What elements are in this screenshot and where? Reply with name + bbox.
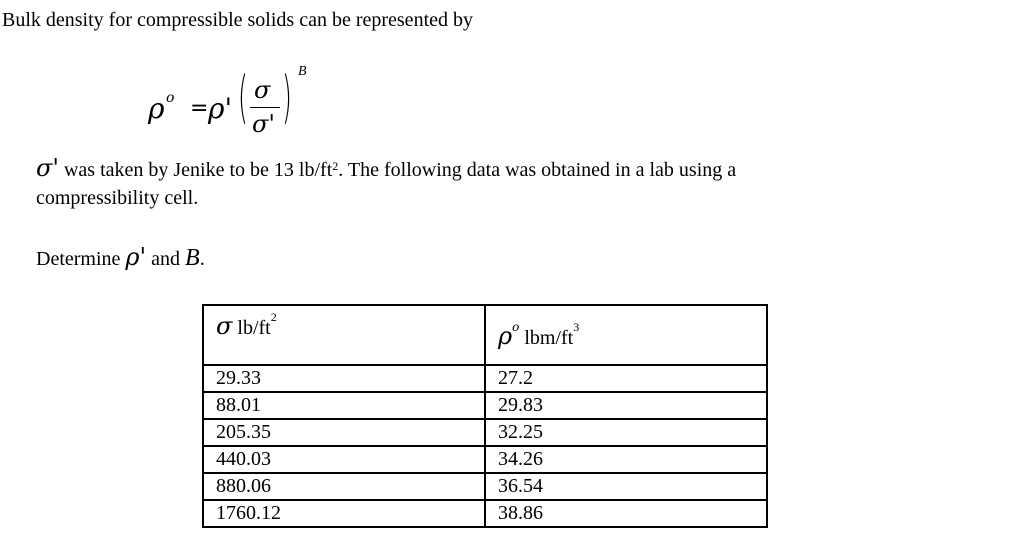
cell-sigma: 880.06 <box>203 473 485 500</box>
col-header-sigma <box>203 305 485 365</box>
cell-sigma: 440.03 <box>203 446 485 473</box>
cell-rho: 29.83 <box>485 392 767 419</box>
header-rho-sup: o <box>512 320 520 334</box>
cell-rho: 27.2 <box>485 365 767 392</box>
statement-unit-sup: 2 <box>332 159 339 173</box>
task-variable-B: B <box>185 245 200 271</box>
header-rho-symbol: ρ <box>498 322 513 350</box>
table-row <box>203 446 767 473</box>
cell-rho: 36.54 <box>485 473 767 500</box>
task-line <box>36 245 205 271</box>
sigma-prime-symbol: σ' <box>36 154 59 182</box>
table-row <box>203 473 767 500</box>
cell-sigma: 1760.12 <box>203 500 485 527</box>
formula-rho-prime: ρ' <box>208 92 233 125</box>
data-table <box>202 304 768 528</box>
statement-text-continued: . The following data was obtained in a lab using a <box>338 159 737 181</box>
formula-exponent: B <box>298 64 307 79</box>
formula-denominator: σ' <box>252 110 275 138</box>
header-sigma-unit-sup: 2 <box>270 310 277 324</box>
left-paren: ( <box>238 65 248 130</box>
table-header-row <box>203 305 767 365</box>
task-rho-prime: ρ' <box>125 243 147 271</box>
statement-line-2: compressibility cell. <box>36 187 199 209</box>
cell-rho: 38.86 <box>485 500 767 527</box>
cell-sigma: 205.35 <box>203 419 485 446</box>
intro-text: Bulk density for compressible solids can be represented by <box>2 9 473 31</box>
table-row <box>203 500 767 527</box>
table-row <box>203 392 767 419</box>
col-header-rho <box>485 305 767 365</box>
cell-sigma: 88.01 <box>203 392 485 419</box>
header-sigma-unit: lb/ft <box>237 317 271 339</box>
cell-rho: 34.26 <box>485 446 767 473</box>
cell-sigma: 29.33 <box>203 365 485 392</box>
cell-rho: 32.25 <box>485 419 767 446</box>
header-sigma-symbol: σ <box>216 312 233 340</box>
header-rho-unit: lbm/ft <box>524 327 574 349</box>
task-prefix: Determine <box>36 248 121 270</box>
table-row <box>203 419 767 446</box>
formula-rho: ρ <box>148 92 165 125</box>
fraction-bar <box>250 107 280 108</box>
statement-text: was taken by Jenike to be 13 lb/ft <box>63 159 333 181</box>
statement-line-1 <box>36 156 736 182</box>
header-rho-unit-sup: 3 <box>573 320 580 334</box>
task-period: . <box>199 248 205 270</box>
formula-numerator: σ <box>254 76 271 104</box>
task-and: and <box>151 248 181 270</box>
formula-rho-superscript: o <box>166 90 175 106</box>
right-paren: ) <box>282 65 292 130</box>
table-row <box>203 365 767 392</box>
formula-equals: = <box>190 96 209 121</box>
